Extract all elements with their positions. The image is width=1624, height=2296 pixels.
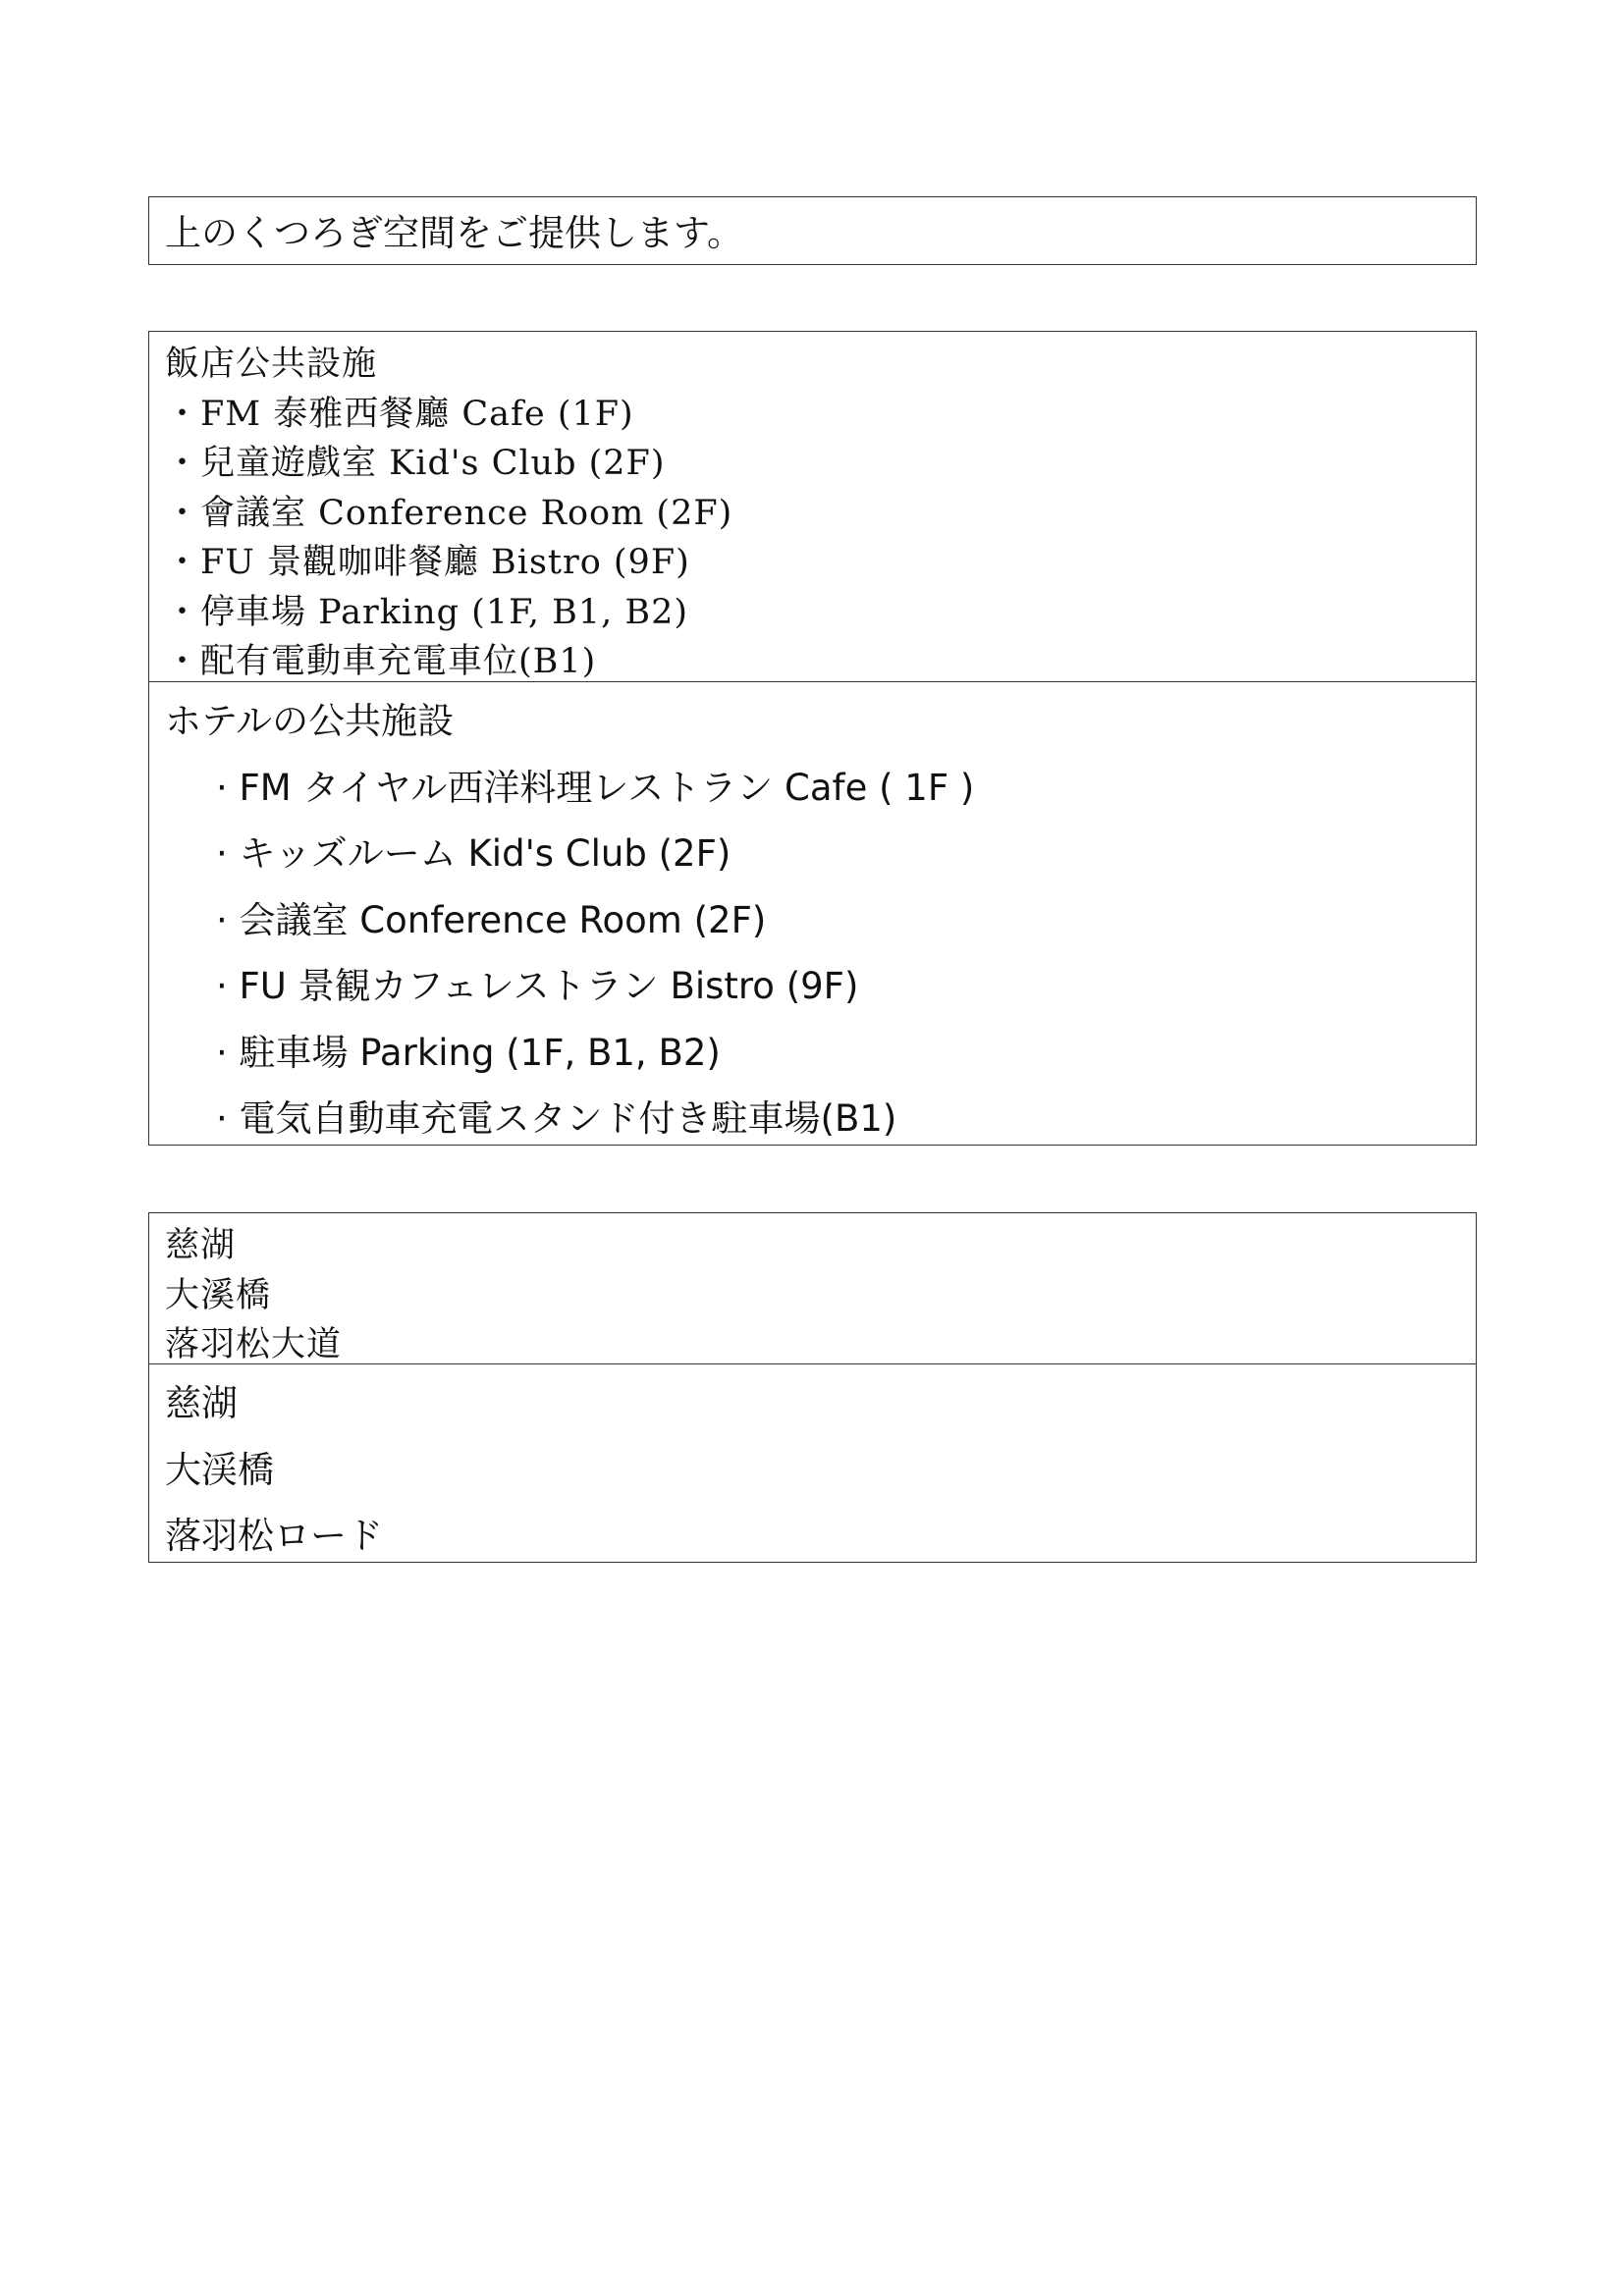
facility-ja-item: · キッズルーム Kid's Club (2F) (216, 832, 731, 875)
place-ja-item: 慈湖 (165, 1382, 238, 1424)
facilities-chinese-cell (149, 332, 1476, 681)
place-zh-item: 大溪橋 (165, 1275, 272, 1315)
place-zh-item: 慈湖 (165, 1226, 237, 1265)
facility-zh-item: ・配有電動車充電車位(B1) (165, 642, 597, 681)
facility-ja-item: · FU 景観カフェレストラン Bistro (9F) (216, 965, 859, 1007)
place-ja-item: 大渓橋 (165, 1448, 274, 1491)
place-zh-item: 落羽松大道 (165, 1325, 343, 1364)
facilities-japanese-title: ホテルの公共施設 (165, 700, 455, 742)
place-ja-item: 落羽松ロード (165, 1515, 383, 1557)
intro-text: 上のくつろぎ空間をご提供します。 (165, 212, 744, 254)
facilities-chinese-title: 飯店公共設施 (165, 345, 378, 384)
facilities-japanese-cell (149, 681, 1476, 1145)
places-table (148, 1212, 1477, 1563)
facility-ja-item: · 駐車場 Parking (1F, B1, B2) (216, 1031, 721, 1074)
facility-ja-item: · FM タイヤル西洋料理レストラン Cafe ( 1F ) (216, 766, 975, 809)
places-japanese-cell (149, 1363, 1476, 1562)
facility-ja-item: · 電気自動車充電スタンド付き駐車場(B1) (216, 1097, 897, 1140)
facility-zh-item: ・FM 泰雅西餐廳 Cafe (1F) (165, 394, 634, 434)
facility-ja-item: · 会議室 Conference Room (2F) (216, 898, 767, 941)
facility-zh-item: ・會議室 Conference Room (2F) (165, 493, 733, 533)
intro-cell (149, 197, 1476, 267)
intro-box (148, 196, 1477, 265)
facilities-table (148, 331, 1477, 1146)
places-chinese-cell (149, 1213, 1476, 1363)
facility-zh-item: ・FU 景觀咖啡餐廳 Bistro (9F) (165, 543, 690, 582)
facility-zh-item: ・兒童遊戲室 Kid's Club (2F) (165, 444, 666, 483)
facility-zh-item: ・停車場 Parking (1F, B1, B2) (165, 592, 689, 632)
